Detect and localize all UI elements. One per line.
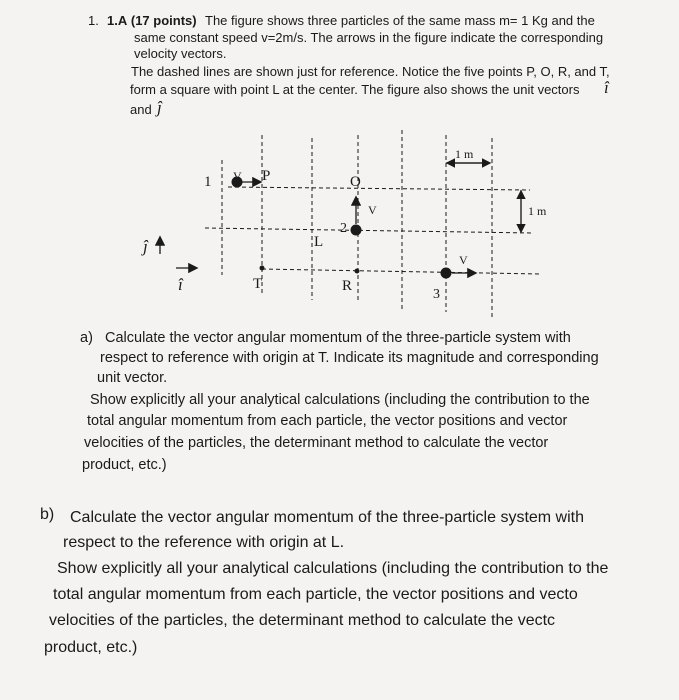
intro-line-4: The dashed lines are shown just for reference. Notice the five points P, O, R, and T, bbox=[131, 64, 610, 79]
unit-vector-j-text: ĵ bbox=[157, 98, 162, 117]
part-a-label: a) bbox=[80, 330, 93, 346]
particle-2-label: 2 bbox=[340, 221, 347, 236]
part-b-line-3: Show explicitly all your analytical calculations (including the contribution to the bbox=[57, 560, 609, 577]
unit-j-label: ĵ bbox=[143, 237, 148, 256]
velocity-1-label: V bbox=[233, 169, 242, 183]
part-a-line-5: total angular momentum from each particle, the vector positions and vector bbox=[87, 413, 568, 429]
point-R-label: R bbox=[342, 278, 353, 294]
part-a-line-3: unit vector. bbox=[97, 370, 168, 386]
part-a-line-4: Show explicitly all your analytical calculations (including the contribution to the bbox=[90, 392, 590, 408]
part-a-line-1: Calculate the vector angular momentum of the three-particle system with bbox=[105, 330, 571, 346]
intro-line-1: The figure shows three particles of the same mass m= 1 Kg and the bbox=[205, 13, 595, 28]
velocity-2-label: V bbox=[368, 203, 377, 217]
point-L-label: L bbox=[314, 234, 324, 250]
velocity-3-label: V bbox=[459, 253, 468, 267]
intro-line-6: and bbox=[130, 102, 152, 117]
scale-h-label: 1 m bbox=[455, 147, 474, 161]
part-a-line-7: product, etc.) bbox=[82, 457, 167, 473]
part-b-line-4: total angular momentum from each particle, the vector positions and vecto bbox=[53, 586, 578, 603]
point-O-label: O bbox=[350, 174, 361, 190]
unit-i-label: î bbox=[178, 275, 183, 294]
point-R-dot bbox=[355, 269, 360, 274]
intro-line-3: velocity vectors. bbox=[134, 46, 227, 61]
particle-2 bbox=[351, 225, 362, 236]
particle-3 bbox=[441, 268, 452, 279]
grid-h-1 bbox=[228, 187, 530, 190]
scale-v-label: 1 m bbox=[528, 204, 547, 218]
grid-h-3 bbox=[262, 269, 540, 274]
grid-h-2 bbox=[205, 228, 532, 233]
problem-code: 1.A bbox=[107, 13, 128, 28]
part-b-line-5: velocities of the particles, the determinant method to calculate the vectc bbox=[49, 612, 556, 629]
problem-points: (17 points) bbox=[130, 13, 197, 28]
unit-vector-i-text: î bbox=[604, 78, 609, 97]
intro-line-5: form a square with point L at the center. The figure also shows the unit vectors bbox=[130, 82, 580, 97]
part-b-line-2: respect to the reference with origin at L. bbox=[63, 534, 345, 551]
intro-line-2: same constant speed v=2m/s. The arrows in the figure indicate the corresponding bbox=[134, 30, 604, 45]
problem-number: 1. bbox=[88, 13, 99, 28]
part-a-line-2: respect to reference with origin at T. Indicate its magnitude and corresponding bbox=[100, 350, 599, 366]
particle-3-label: 3 bbox=[433, 287, 440, 302]
particle-1-label: 1 bbox=[204, 174, 212, 190]
point-T-label: T bbox=[253, 276, 263, 292]
point-T-dot bbox=[260, 266, 265, 271]
part-a-line-6: velocities of the particles, the determinant method to calculate the vector bbox=[84, 435, 549, 451]
point-P-label: P bbox=[262, 168, 271, 184]
part-b-label: b) bbox=[40, 506, 55, 523]
part-b-line-6: product, etc.) bbox=[44, 639, 138, 656]
part-b-line-1: Calculate the vector angular momentum of the three-particle system with bbox=[70, 509, 585, 526]
